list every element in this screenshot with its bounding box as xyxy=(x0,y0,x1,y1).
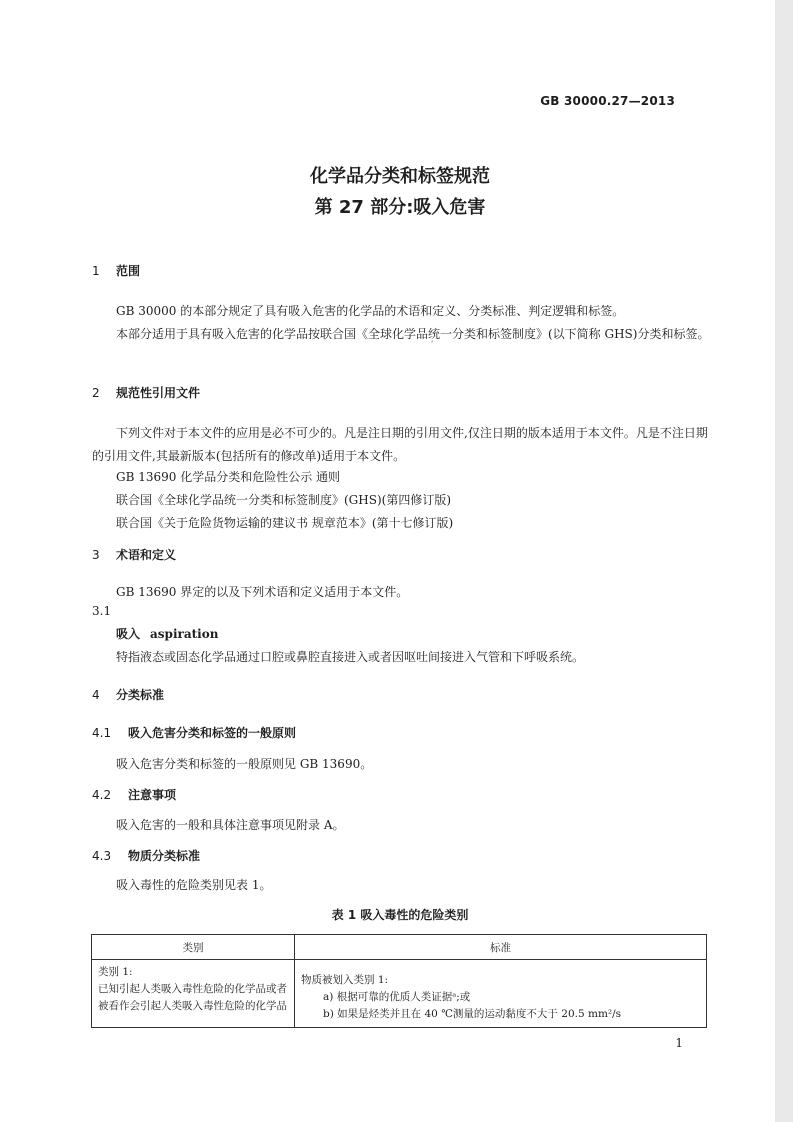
section-title: 规范性引用文件 xyxy=(116,386,201,400)
section-number: 4.2 xyxy=(92,788,112,802)
section-number: 3 xyxy=(92,548,100,562)
criteria-b: b) 如果是烃类并且在 40 ℃测量的运动黏度不大于 20.5 mm²/s xyxy=(323,1008,622,1020)
term-english: aspiration xyxy=(150,627,219,641)
category-cell xyxy=(92,960,295,1028)
standard-number: GB 30000.27—2013 xyxy=(540,94,675,108)
section-4-1-paragraph: 吸入危害分类和标签的一般原则见 GB 13690。 xyxy=(116,757,373,771)
section-number: 2 xyxy=(92,386,100,400)
section-number: 4.3 xyxy=(92,849,112,863)
section-title: 吸入危害分类和标签的一般原则 xyxy=(128,726,297,740)
table-header-criteria: 标准 xyxy=(295,935,707,960)
section-2-heading xyxy=(92,384,200,401)
section-2-paragraph-1: 下列文件对于本文件的应用是必不可少的。凡是注日期的引用文件,仅注日期的版本适用于本文件。凡是不注日期的引用文件,其最新版本(包括所有的修改单)适用于本文件。 xyxy=(92,426,708,463)
section-title: 术语和定义 xyxy=(116,548,177,562)
table-header-row xyxy=(92,935,707,960)
section-4-2-heading xyxy=(92,786,176,803)
document-subtitle: 第 27 部分:吸入危害 xyxy=(314,197,486,218)
reference-item: 联合国《全球化学品统一分类和标签制度》(GHS)(第四修订版) xyxy=(116,493,452,507)
section-title: 分类标准 xyxy=(116,688,165,702)
section-number: 1 xyxy=(92,264,100,278)
term-chinese: 吸入 xyxy=(116,627,141,641)
section-1-paragraph-2: 本部分适用于具有吸入危害的化学品按联合国《全球化学品统一分类和标签制度》(以下简称 GHS)分类和标签。 xyxy=(116,327,710,341)
category-description: 已知引起人类吸入毒性危险的化学品或者被看作会引起人类吸入毒性危险的化学品 xyxy=(98,983,287,1012)
table-row xyxy=(92,960,707,1028)
section-number: 4 xyxy=(92,688,100,702)
term-definition: 特指液态或固态化学品通过口腔或鼻腔直接进入或者因呕吐间接进入气管和下呼吸系统。 xyxy=(116,650,585,664)
section-4-1-heading xyxy=(92,724,296,741)
category-heading: 类别 1: xyxy=(98,966,133,978)
section-4-2-paragraph: 吸入危害的一般和具体注意事项见附录 A。 xyxy=(116,818,345,832)
section-title: 范围 xyxy=(116,264,141,278)
section-1-heading xyxy=(92,262,140,279)
term-entry xyxy=(116,625,218,642)
table-header-category: 类别 xyxy=(92,935,295,960)
criteria-cell xyxy=(295,960,707,1028)
scan-mark: ʹ xyxy=(431,340,434,349)
hazard-category-table xyxy=(91,934,707,1028)
reference-item: GB 13690 化学品分类和危险性公示 通则 xyxy=(116,470,341,484)
section-title: 物质分类标准 xyxy=(128,849,201,863)
section-4-3-paragraph: 吸入毒性的危险类别见表 1。 xyxy=(116,878,272,892)
criteria-heading: 物质被划入类别 1: xyxy=(301,974,389,986)
section-3-paragraph-1: GB 13690 界定的以及下列术语和定义适用于本文件。 xyxy=(116,585,409,599)
section-4-heading xyxy=(92,686,164,703)
subclause-number: 3.1 xyxy=(92,604,112,618)
section-number: 4.1 xyxy=(92,726,112,740)
reference-item: 联合国《关于危险货物运输的建议书 规章范本》(第十七修订版) xyxy=(116,516,454,530)
document-title: 化学品分类和标签规范 xyxy=(310,166,490,187)
table-caption: 表 1 吸入毒性的危险类别 xyxy=(331,908,469,922)
section-4-3-heading xyxy=(92,847,200,864)
criteria-a: a) 根据可靠的优质人类证据ᵃ;或 xyxy=(323,991,471,1003)
section-1-paragraph-1: GB 30000 的本部分规定了具有吸入危害的化学品的术语和定义、分类标准、判定逻辑和标签。 xyxy=(116,304,625,318)
page-number: 1 xyxy=(675,1036,683,1050)
section-3-heading xyxy=(92,546,176,563)
section-title: 注意事项 xyxy=(128,788,177,802)
